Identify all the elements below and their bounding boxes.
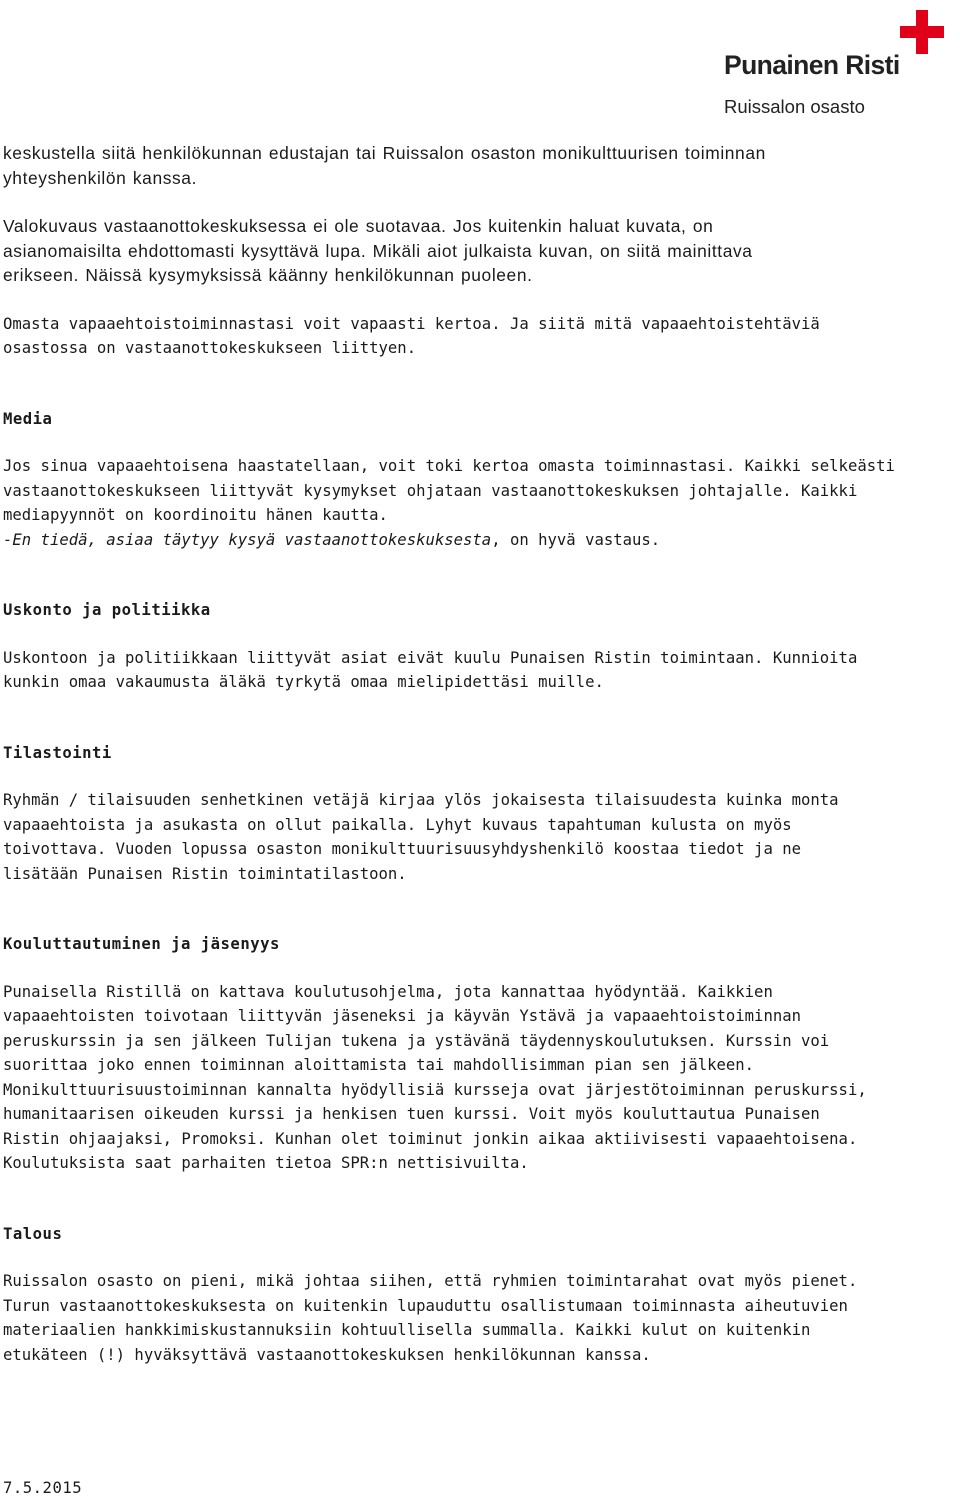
- section-statistics: [3, 741, 958, 887]
- text-line: Ristin ohjaajaksi, Promoksi. Kunhan olet toiminut jonkin aikaa aktiivisesti vapaaehtoisena.: [3, 1129, 858, 1148]
- section-heading: Talous: [3, 1224, 63, 1243]
- logo-subtitle: Ruissalon osasto: [724, 96, 865, 117]
- text-line: vastaanottokeskukseen liittyvät kysymykset ohjataan vastaanottokeskuksen johtajalle. Kaikki: [3, 481, 858, 500]
- quote-italic: -En tiedä, asiaa täytyy kysyä vastaanottokeskuksesta: [3, 530, 492, 549]
- text-line: Ryhmän / tilaisuuden senhetkinen vetäjä kirjaa ylös jokaisesta tilaisuudesta kuinka monta: [3, 791, 839, 809]
- document-body: [3, 141, 958, 1367]
- text-line: Jos sinua vapaaehtoisena haastatellaan, voit toki kertoa omasta toiminnastasi. Kaikki selkeästi: [3, 457, 895, 475]
- text-line: Valokuvaus vastaanottokeskuksessa ei ole suotavaa. Jos kuitenkin haluat kuvata, on: [3, 216, 714, 236]
- red-cross-icon: [900, 10, 944, 54]
- text-line: lisätään Punaisen Ristin toimintatilastoon.: [3, 864, 407, 883]
- quote-line: [3, 528, 958, 553]
- text-line: vapaaehtoisten toivotaan liittyvän jäseneksi ja käyvän Ystävä ja vapaaehtoistoiminnan: [3, 1007, 801, 1025]
- text-line: Punaisella Ristillä on kattava koulutusohjelma, jota kannattaa hyödyntää. Kaikkien: [3, 982, 773, 1001]
- text-line: Monikulttuurisuustoiminnan kannalta hyödyllisiä kursseja ovat järjestötoiminnan peruskurssi,: [3, 1080, 867, 1099]
- text-line: Koulutuksista saat parhaiten tietoa SPR:n nettisivuilta.: [3, 1154, 529, 1172]
- section-heading: Media: [3, 409, 53, 428]
- text-line: materiaalien hankkimiskustannuksiin kohtuullisella summalla. Kaikki kulut on kuitenkin: [3, 1321, 811, 1339]
- intro-paragraph-photography: [3, 214, 958, 288]
- text-line: Ruissalon osasto on pieni, mikä johtaa siihen, että ryhmien toimintarahat ovat myös pienet.: [3, 1272, 858, 1290]
- quote-rest: , on hyvä vastaus.: [491, 530, 661, 549]
- text-line: Turun vastaanottokeskuksesta on kuitenkin lupauduttu osallistumaan toiminnasta aiheutuvien: [3, 1296, 848, 1315]
- text-line: osastossa on vastaanottokeskukseen liittyen.: [3, 339, 417, 357]
- text-line: toivottava. Vuoden lopussa osaston monikulttuurisuusyhdyshenkilö koostaa tiedot ja ne: [3, 840, 801, 858]
- text-line: asianomaisilta ehdottomasti kysyttävä lupa. Mikäli aiot julkaista kuvan, on siitä mainittava: [3, 240, 753, 261]
- text-line: yhteyshenkilön kanssa.: [3, 167, 198, 188]
- text-line: erikseen. Näissä kysymyksissä käänny henkilökunnan puoleen.: [3, 265, 533, 285]
- text-line: etukäteen (!) hyväksyttävä vastaanottokeskuksen henkilökunnan kanssa.: [3, 1345, 651, 1364]
- section-heading: Tilastointi: [3, 743, 112, 762]
- text-line: humanitaarisen oikeuden kurssi ja henkisen tuen kurssi. Voit myös kouluttautua Punaisen: [3, 1105, 820, 1123]
- text-line: kunkin omaa vakaumusta äläkä tyrkytä omaa mielipidettäsi muille.: [3, 673, 604, 691]
- text-line: vapaaehtoista ja asukasta on ollut paikalla. Lyhyt kuvaus tapahtuman kulusta on myös: [3, 815, 792, 834]
- text-line: mediapyynnöt on koordinoitu hänen kautta.: [3, 506, 388, 524]
- section-finance: [3, 1222, 958, 1368]
- section-media: [3, 407, 958, 553]
- section-religion-politics: [3, 598, 958, 695]
- text-line: Uskontoon ja politiikkaan liittyvät asiat eivät kuulu Punaisen Ristin toimintaan. Kunnioita: [3, 648, 858, 667]
- footer-date: 7.5.2015: [3, 1479, 83, 1497]
- text-line: keskustella siitä henkilökunnan edustajan tai Ruissalon osaston monikulttuurisen toiminnan: [3, 143, 766, 163]
- section-heading: Uskonto ja politiikka: [3, 601, 211, 619]
- section-heading: Kouluttautuminen ja jäsenyys: [3, 935, 280, 953]
- text-line: Omasta vapaaehtoistoiminnastasi voit vapaasti kertoa. Ja siitä mitä vapaaehtoistehtäviä: [3, 314, 820, 333]
- red-cross-logo: [722, 8, 948, 124]
- intro-paragraph-volunteering: [3, 312, 958, 361]
- text-line: peruskurssin ja sen jälkeen Tulijan tukena ja ystävänä täydennyskoulutuksen. Kurssin voi: [3, 1031, 830, 1050]
- section-training-membership: [3, 932, 958, 1176]
- text-line: suorittaa joko ennen toiminnan aloittamista tai mahdollisimman pian sen jälkeen.: [3, 1056, 755, 1074]
- logo-title: Punainen Risti: [724, 50, 900, 80]
- intro-paragraph-contact: [3, 141, 958, 190]
